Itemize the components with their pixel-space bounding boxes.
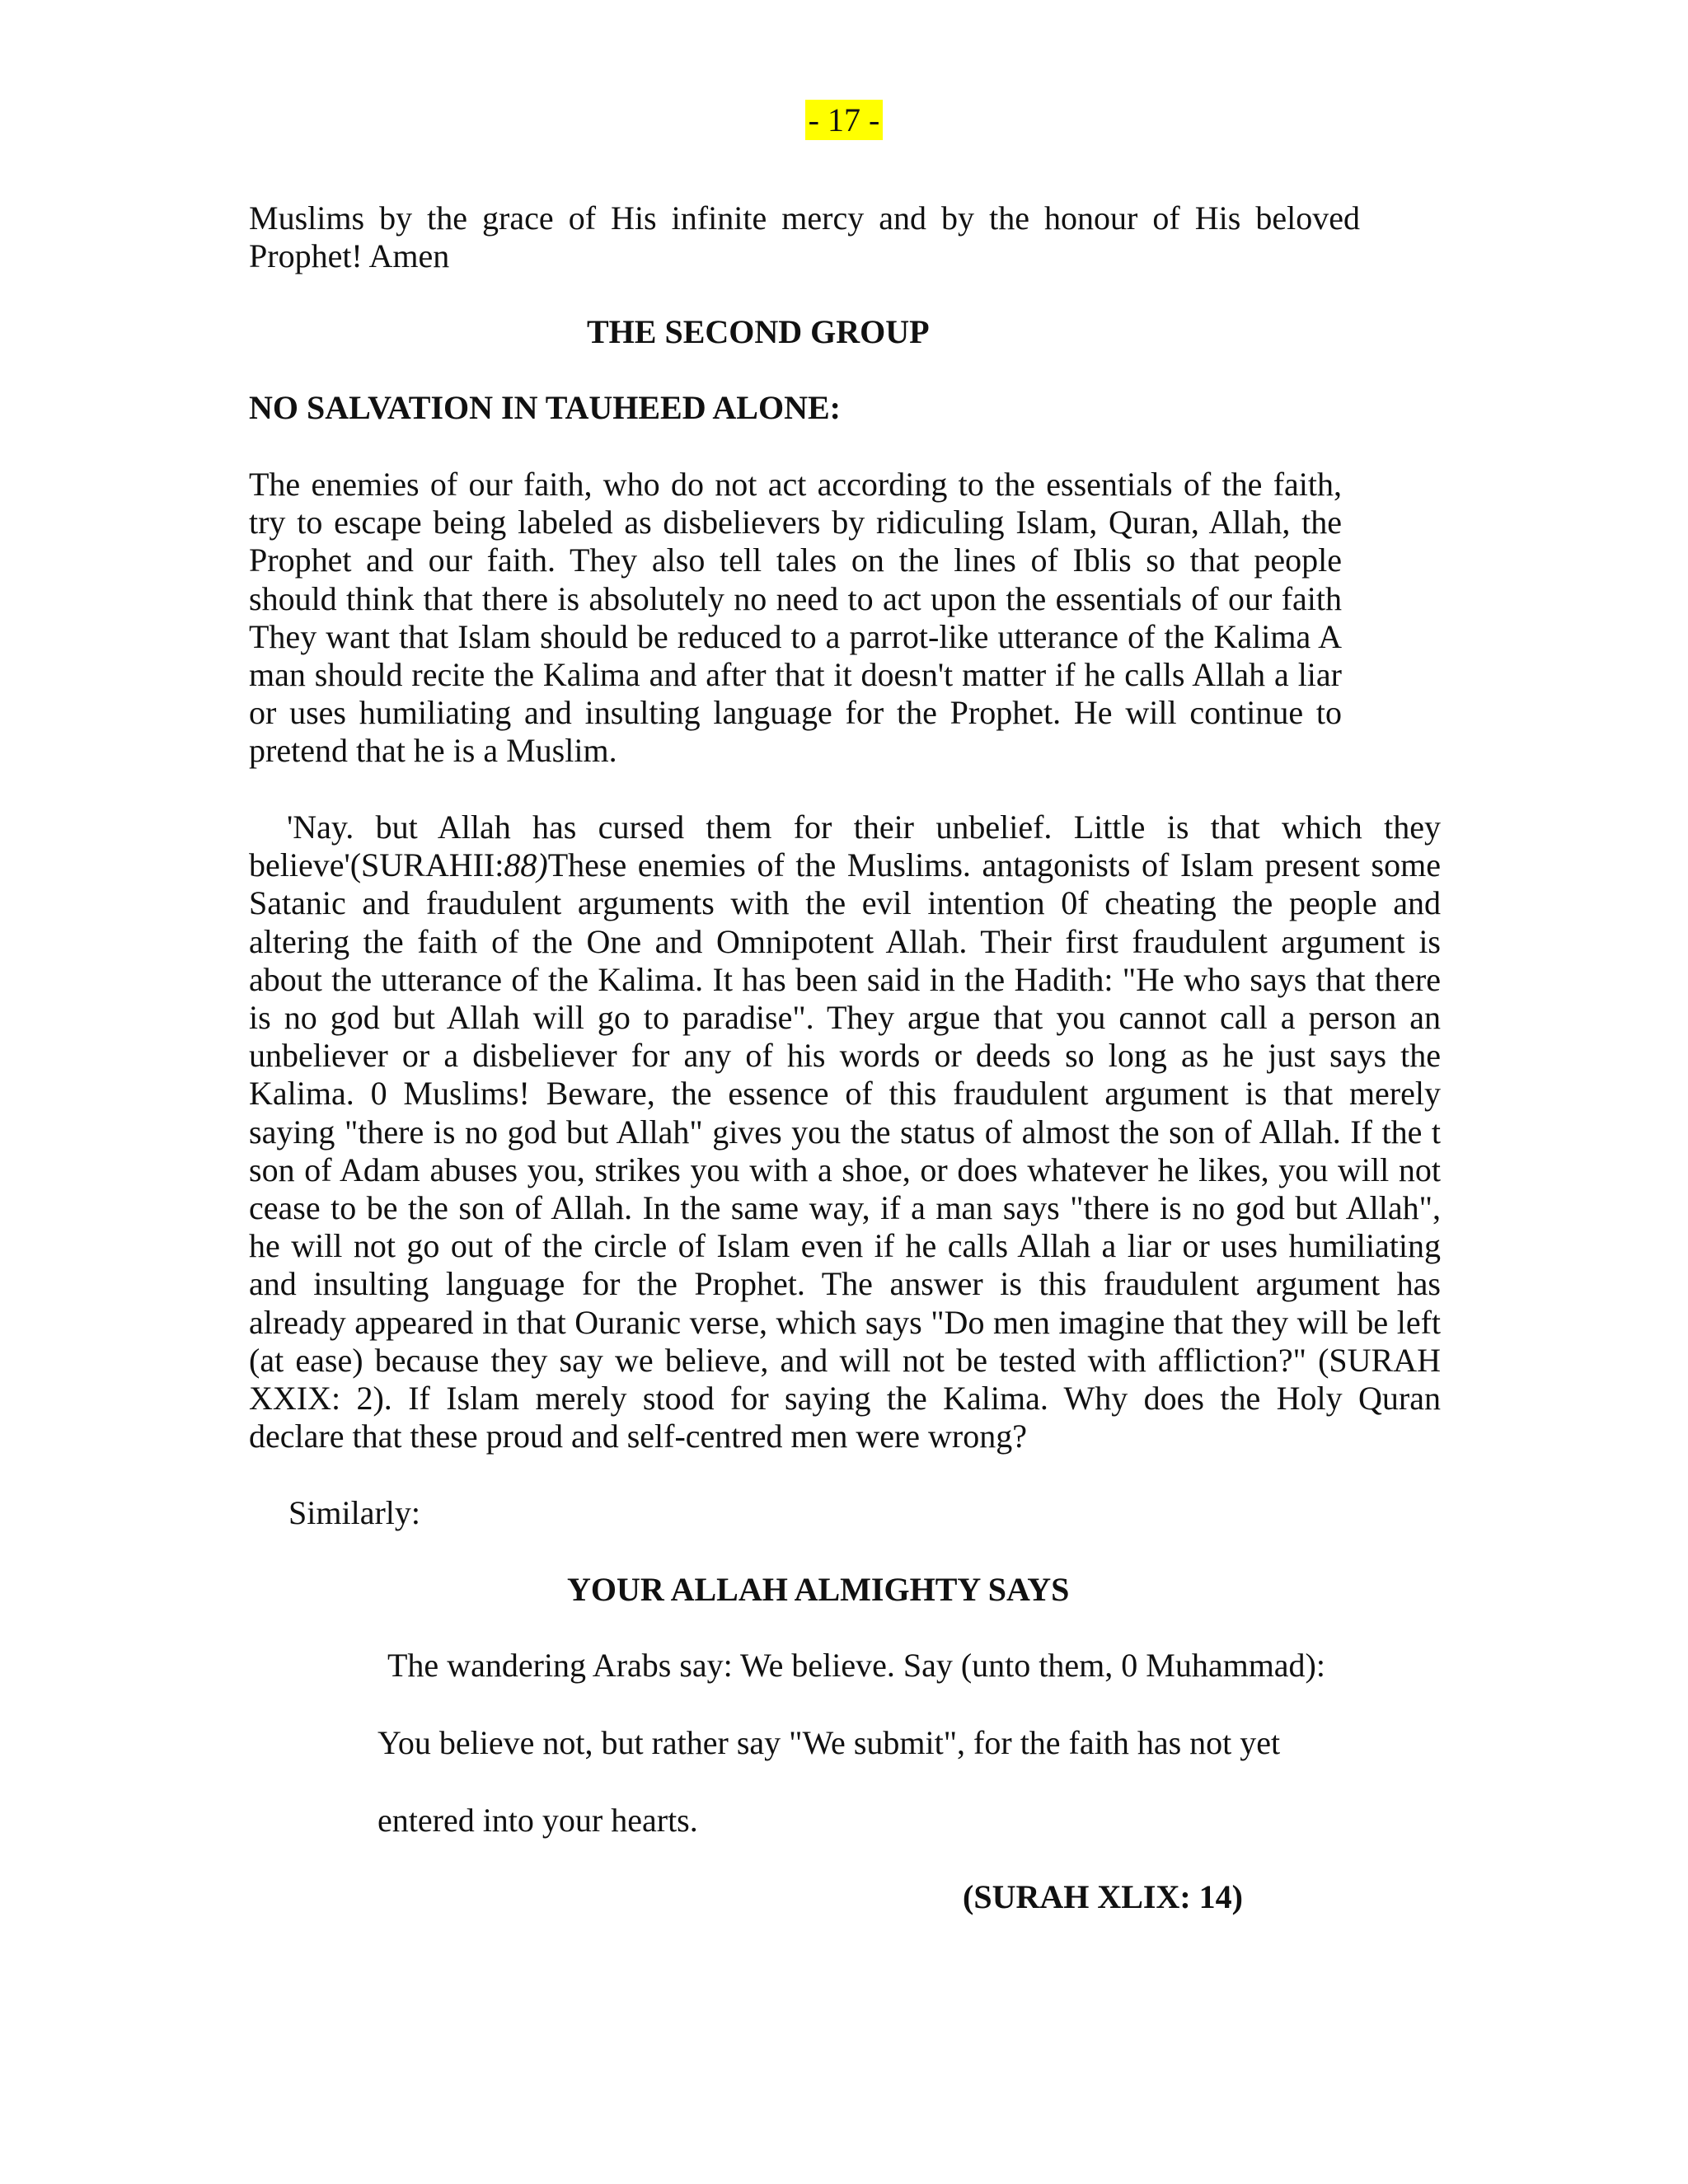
- text-line: Muslims by the grace of His infinite mercy and by the honour of His beloved: [249, 199, 1360, 237]
- quote-line-1: The wandering Arabs say: We believe. Say (unto them, 0 Muhammad):: [387, 1647, 1325, 1684]
- text-line: saying "there is no god but Allah" gives you the status of almost the son of Allah. If the t: [249, 1113, 1441, 1151]
- text-line: (at ease) because they say we believe, and will not be tested with affliction?" (SURAH: [249, 1341, 1441, 1379]
- text-line: The enemies of our faith, who do not act according to the essentials of the faith,: [249, 466, 1342, 503]
- subsection-heading: NO SALVATION IN TAUHEED ALONE:: [249, 389, 841, 426]
- citation-verse-italic: 88): [504, 846, 548, 884]
- text-line: Prophet and our faith. They also tell tales on the lines of Iblis so that people: [249, 541, 1342, 579]
- paragraph-1: [249, 466, 1342, 771]
- citation-text: believe'(SURAHII:: [249, 846, 504, 884]
- page-number-highlight: - 17 -: [805, 100, 884, 140]
- text-line: Kalima. 0 Muslims! Beware, the essence of this fraudulent argument is that merely: [249, 1075, 1441, 1113]
- paragraph-2: [249, 808, 1441, 1455]
- text-line: try to escape being labeled as disbelievers by ridiculing Islam, Quran, Allah, the: [249, 504, 1342, 541]
- text-line: man should recite the Kalima and after that it doesn't matter if he calls Allah a liar: [249, 656, 1342, 694]
- text-line: about the utterance of the Kalima. It has been said in the Hadith: "He who says that there: [249, 960, 1441, 998]
- section-heading: THE SECOND GROUP: [587, 313, 930, 350]
- text-line: Satanic and fraudulent arguments with the evil intention 0f cheating the people and: [249, 884, 1441, 922]
- text-line: unbeliever or a disbeliever for any of his words or deeds so long as he just says the: [249, 1037, 1441, 1075]
- quote-heading: YOUR ALLAH ALMIGHTY SAYS: [567, 1571, 1070, 1608]
- text-line: and insulting language for the Prophet. The answer is this fraudulent argument has: [249, 1265, 1441, 1303]
- text-line: already appeared in that Ouranic verse, which says "Do men imagine that they will be left: [249, 1303, 1441, 1341]
- text-line: is no god but Allah will go to paradise". They argue that you cannot call a person an: [249, 999, 1441, 1037]
- page-number: [0, 99, 1688, 142]
- text-line: Prophet! Amen: [249, 237, 450, 275]
- similarly-text: Similarly:: [288, 1494, 420, 1531]
- text-segment: These enemies of the Muslims. antagonists of Islam present some: [547, 846, 1441, 884]
- text-line: XXIX: 2). If Islam merely stood for saying the Kalima. Why does the Holy Quran: [249, 1380, 1441, 1418]
- text-line: should think that there is absolutely no need to act upon the essentials of our faith: [249, 579, 1342, 617]
- text-line: he will not go out of the circle of Islam even if he calls Allah a liar or uses humiliating: [249, 1227, 1441, 1265]
- quote-line-3: entered into your hearts.: [377, 1802, 698, 1839]
- text-line: pretend that he is a Muslim.: [249, 732, 617, 770]
- quote-line-2: You believe not, but rather say "We submit", for the faith has not yet: [377, 1724, 1281, 1761]
- text-line: 'Nay. but Allah has cursed them for their unbelief. Little is that which they: [287, 808, 1441, 846]
- text-line: cease to be the son of Allah. In the same way, if a man says "there is no god but Allah",: [249, 1189, 1441, 1227]
- text-line: altering the faith of the One and Omnipotent Allah. Their first fraudulent argument is: [249, 922, 1441, 960]
- continuation-paragraph: [249, 199, 1360, 275]
- text-line: or uses humiliating and insulting language for the Prophet. He will continue to: [249, 694, 1342, 732]
- quote-citation: (SURAH XLIX: 14): [963, 1878, 1243, 1915]
- text-line-citation: [249, 846, 1441, 884]
- text-line: declare that these proud and self-centred men were wrong?: [249, 1418, 1028, 1455]
- text-line: They want that Islam should be reduced to a parrot-like utterance of the Kalima A: [249, 617, 1342, 655]
- text-line: son of Adam abuses you, strikes you with a shoe, or does whatever he likes, you will not: [249, 1151, 1441, 1188]
